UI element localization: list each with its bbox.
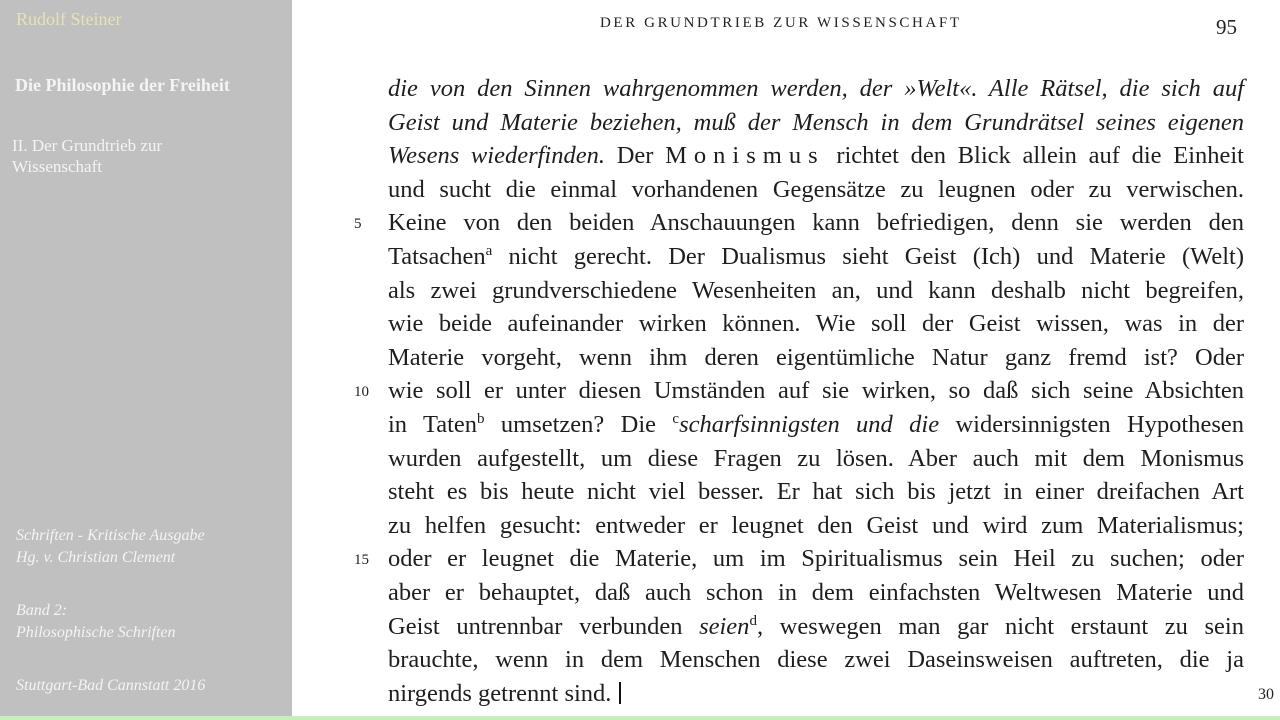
- footnote-marker: c: [672, 410, 680, 427]
- text-line: [388, 677, 1244, 711]
- series-info: Schriften - Kritische Ausgabe Hg. v. Christian Clement: [16, 527, 205, 566]
- text-segment: Geist untrennbar verbunden: [388, 612, 700, 640]
- text-segment: richtet den Blick allein auf die Einheit: [824, 142, 1244, 170]
- publication-place: Stuttgart-Bad Cannstatt 2016: [16, 677, 206, 694]
- page-number: 95: [1216, 15, 1237, 39]
- text-segment: und sucht die einmal vorhandenen Gegensätze zu leugnen oder zu verwischen.: [388, 175, 1244, 203]
- text-line: [388, 341, 1244, 375]
- text-line: [388, 576, 1244, 610]
- text-segment: als zwei grundverschiedene Wesenheiten an, und kann deshalb nicht begreifen,: [388, 276, 1244, 304]
- text-segment: nirgends getrennt sind.: [388, 679, 612, 707]
- text-segment: seien: [699, 612, 750, 640]
- text-line: [388, 475, 1244, 509]
- sidebar: [0, 0, 292, 717]
- text-segment: brauchte, wenn in dem Menschen diese zwei Daseinsweisen auftreten, die ja: [388, 646, 1244, 674]
- text-line: [354, 374, 1244, 408]
- line-number: 10: [354, 384, 369, 401]
- text-line: [388, 643, 1244, 677]
- bottom-bar: [0, 716, 1280, 720]
- text-segment: wie beide aufeinander wirken können. Wie soll der Geist wissen, was in der: [388, 310, 1244, 338]
- text-cursor: [619, 682, 621, 704]
- text-segment: widersinnigsten Hypothesen: [939, 410, 1244, 438]
- text-segment: , weswegen man gar nicht erstaunt zu sein: [756, 612, 1244, 640]
- text-segment: scharfsinnigsten und die: [679, 410, 940, 438]
- text-line: [388, 72, 1244, 106]
- footnote-marker: b: [477, 410, 485, 427]
- text-line: [388, 240, 1244, 274]
- text-line: [388, 442, 1244, 476]
- text-segment: wurden aufgestellt, um diese Fragen zu lösen. Aber auch mit dem Monismus: [388, 444, 1244, 472]
- text-segment: Monismus: [665, 142, 825, 170]
- text-line: [388, 173, 1244, 207]
- text-line: [388, 307, 1244, 341]
- text-segment: nicht gerecht. Der Dualismus sieht Geist (Ich) und Materie (Welt): [492, 242, 1244, 270]
- body-text[interactable]: [354, 72, 1244, 710]
- margin-number: 30: [1258, 686, 1274, 703]
- text-line: [354, 206, 1244, 240]
- text-segment: wie soll er unter diesen Umständen auf sie wirken, so daß sich seine Absichten: [388, 377, 1244, 405]
- text-segment: Wesens wiederfinden.: [388, 142, 605, 170]
- text-line: [354, 542, 1244, 576]
- text-segment: Materie vorgeht, wenn ihm deren eigentümliche Natur ganz fremd ist? Oder: [388, 343, 1244, 371]
- text-line: [388, 274, 1244, 308]
- text-segment: oder er leugnet die Materie, um im Spiritualismus sein Heil zu suchen; oder: [388, 545, 1244, 573]
- text-line: [388, 509, 1244, 543]
- text-segment: steht es bis heute nicht viel besser. Er hat sich bis jetzt in einer dreifachen Art: [388, 478, 1244, 506]
- text-line: [388, 106, 1244, 140]
- text-segment: Keine von den beiden Anschauungen kann befriedigen, denn sie werden den: [388, 209, 1244, 237]
- chapter-title: II. Der Grundtrieb zur Wissenschaft: [12, 136, 163, 176]
- book-title: Die Philosophie der Freiheit: [15, 75, 230, 95]
- text-line: [388, 610, 1244, 644]
- text-line: [388, 408, 1244, 442]
- text-segment: die von den Sinnen wahrgenommen werden, der »Welt«. Alle Rätsel, die sich auf: [388, 75, 1244, 102]
- text-segment: Geist und Materie beziehen, muß der Mensch in dem Grundrätsel seines eigenen: [388, 108, 1244, 136]
- text-segment: in Taten: [388, 410, 478, 438]
- text-segment: Der: [604, 142, 666, 170]
- running-head: DER GRUNDTRIEB ZUR WISSENSCHAFT: [600, 15, 962, 31]
- line-number: 15: [354, 552, 369, 569]
- line-number: 5: [354, 216, 362, 233]
- text-segment: umsetzen? Die: [484, 410, 673, 438]
- footnote-marker: a: [485, 242, 493, 259]
- text-segment: aber er behauptet, daß auch schon in dem einfachsten Weltwesen Materie und: [388, 578, 1244, 606]
- footnote-marker: d: [749, 612, 757, 629]
- text-line: [388, 139, 1244, 173]
- author-name: Rudolf Steiner: [16, 9, 122, 29]
- text-segment: Tatsachen: [388, 242, 486, 270]
- volume-info: Band 2: Philosophische Schriften: [16, 602, 176, 641]
- text-segment: zu helfen gesucht: entweder er leugnet den Geist und wird zum Materialismus;: [388, 511, 1244, 539]
